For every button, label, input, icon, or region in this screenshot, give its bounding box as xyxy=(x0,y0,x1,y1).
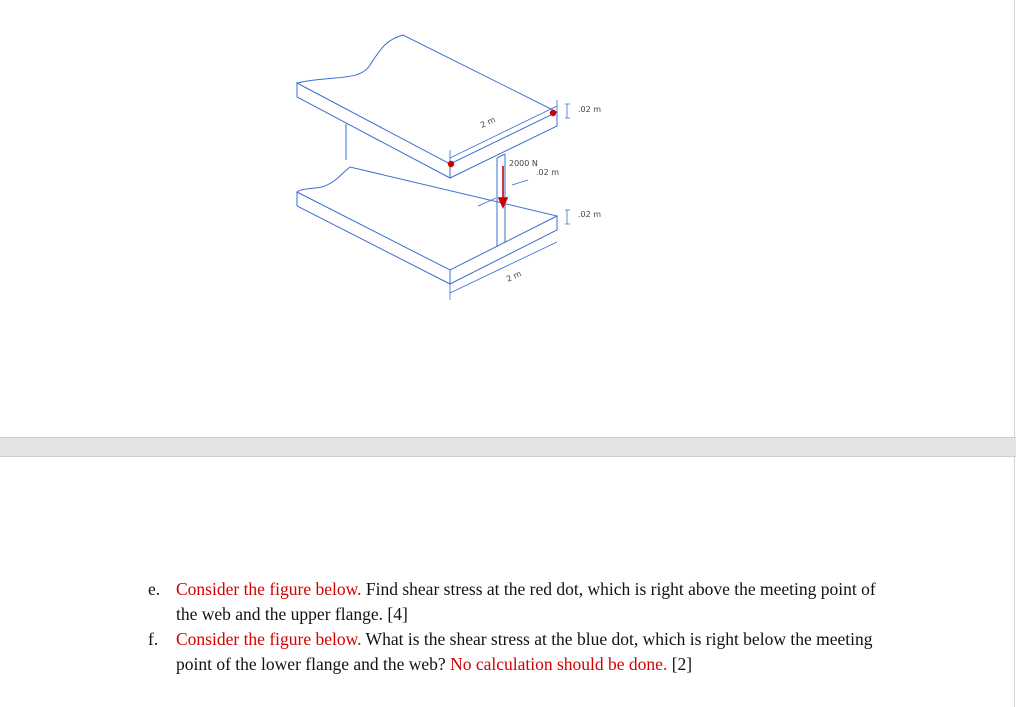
question-list xyxy=(148,577,888,677)
question-marker: f. xyxy=(148,629,159,649)
force-label: 2000 N xyxy=(509,159,538,168)
lower-width-label: 2 m xyxy=(505,269,523,284)
lower-flange-front xyxy=(297,192,450,284)
lower-thickness-label: .02 m xyxy=(578,210,602,219)
red-dot-right xyxy=(550,110,556,116)
question-e xyxy=(148,577,888,627)
upper-thickness-label: .02 m xyxy=(578,105,602,114)
question-lead: Consider the figure below. xyxy=(176,629,362,649)
question-text: Find shear stress at the red dot, which is right above the meeting point of the web and the upper flange. [4] xyxy=(176,579,876,624)
force-arrow xyxy=(499,166,507,207)
question-note: No calculation should be done. xyxy=(450,654,668,674)
question-f xyxy=(148,627,888,677)
question-text: What is the shear stress at the blue dot, which is right below the meeting point of the lower flange and the web? xyxy=(176,629,873,674)
lower-flange-top xyxy=(297,167,560,270)
page-break xyxy=(0,437,1016,457)
question-tail: [2] xyxy=(667,654,693,674)
red-dot-left xyxy=(448,161,454,167)
upper-width-label: 2 m xyxy=(479,115,497,130)
question-lead: Consider the figure below. xyxy=(176,579,362,599)
web-thickness-label: .02 m xyxy=(536,168,560,177)
question-marker: e. xyxy=(148,579,161,599)
upper-flange-front xyxy=(297,83,450,178)
